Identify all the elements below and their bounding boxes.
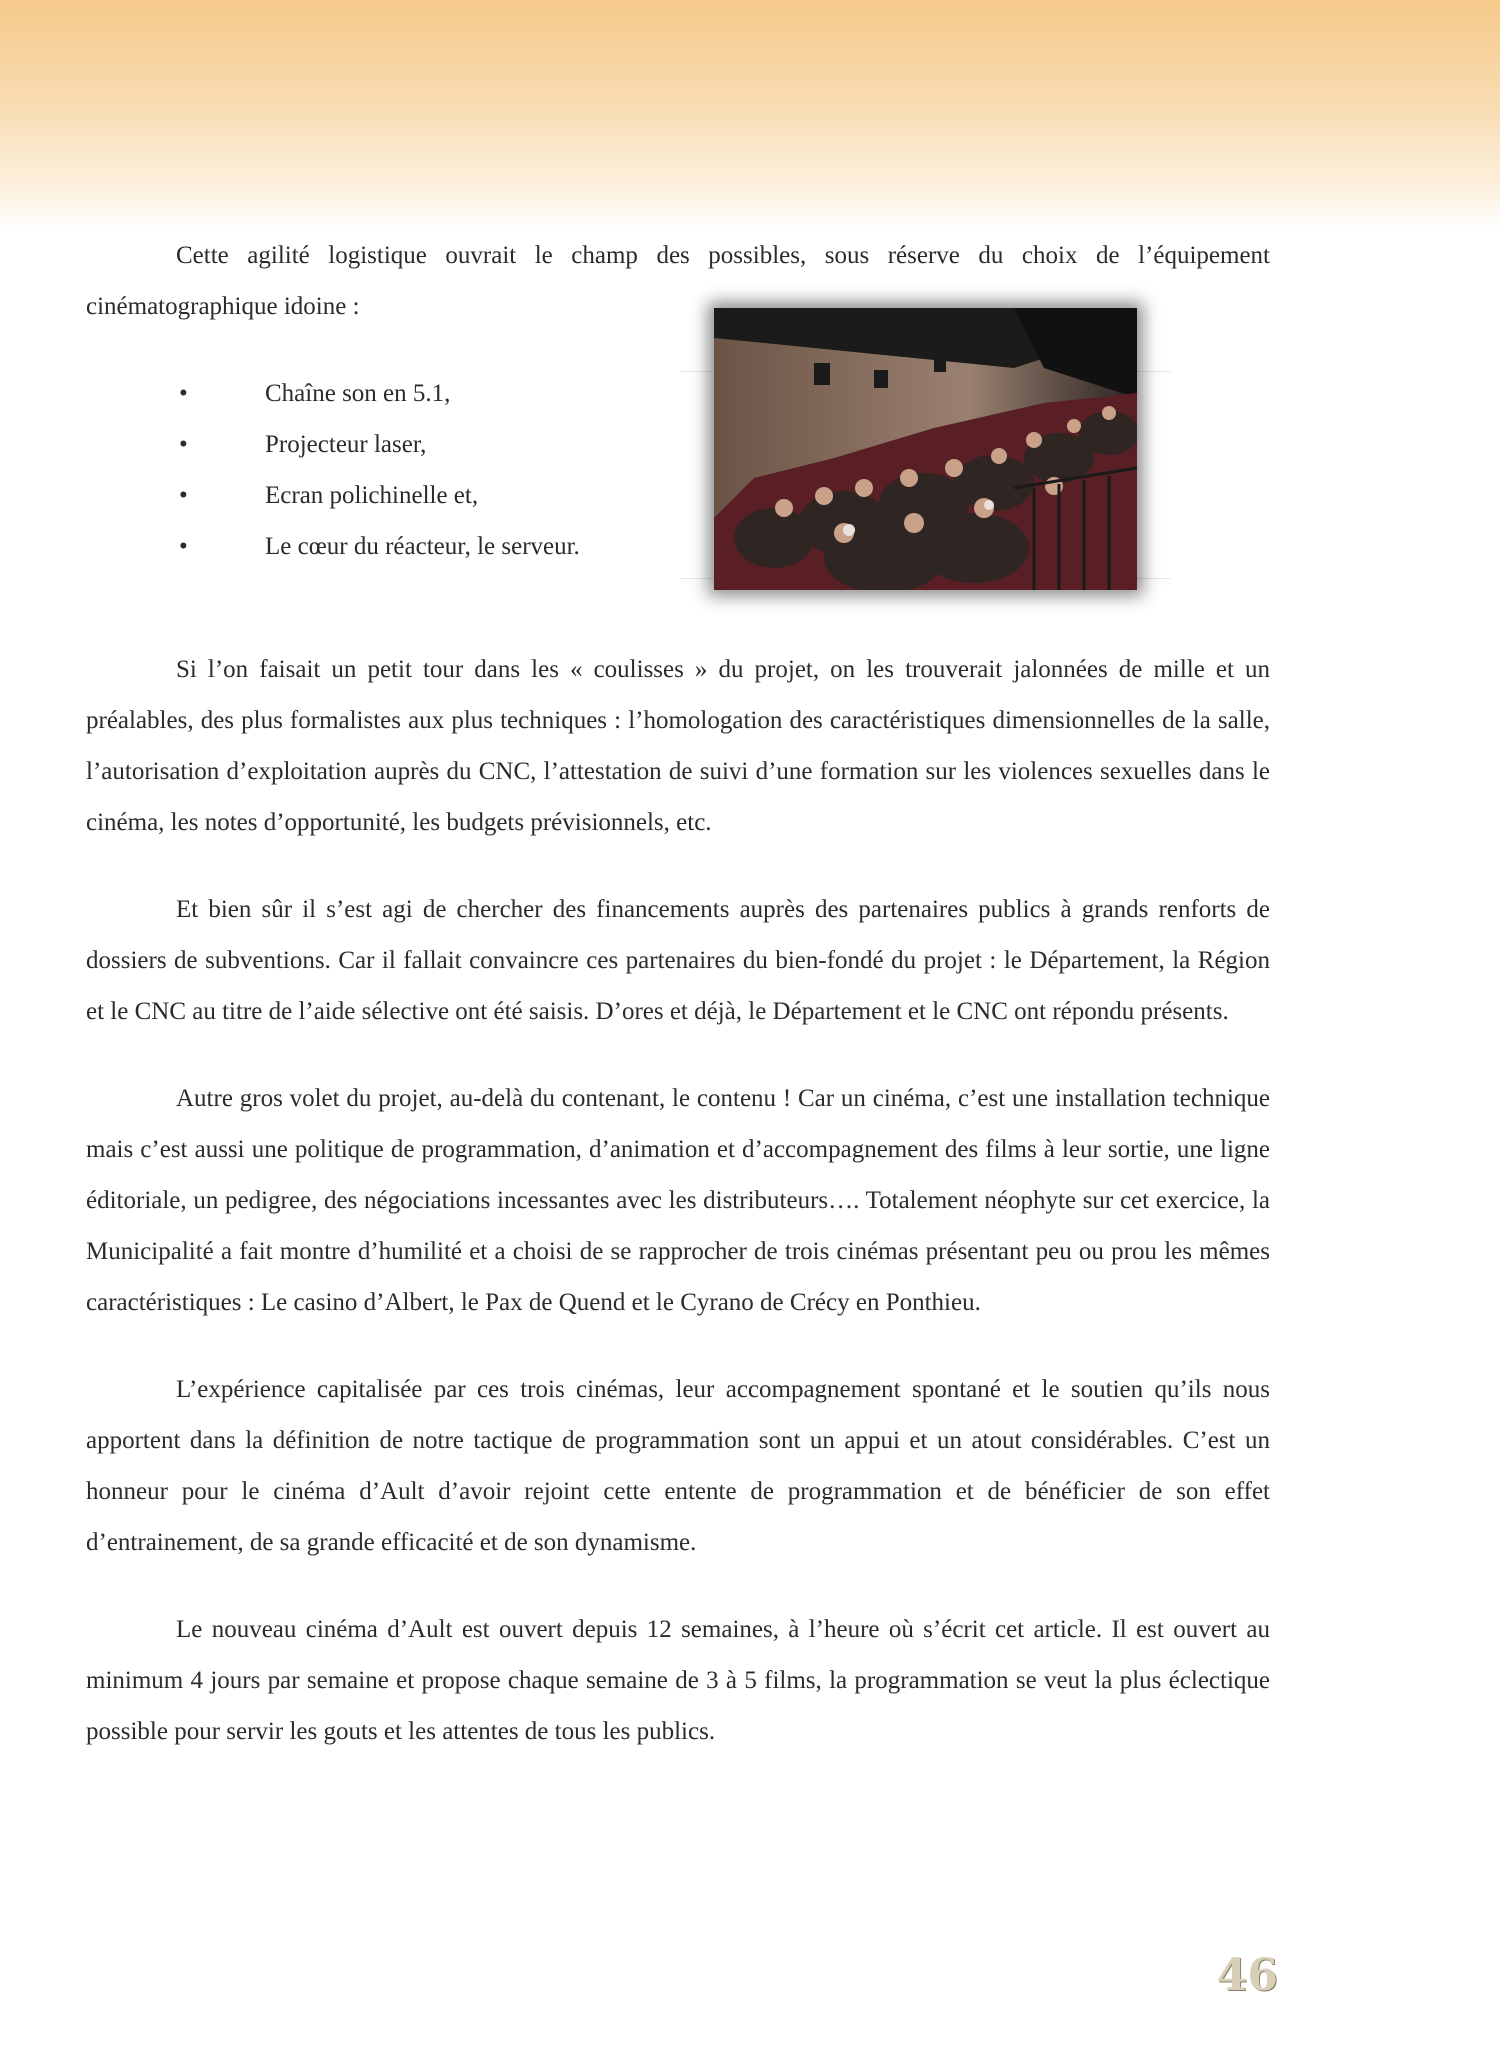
intro-block bbox=[86, 230, 1270, 608]
intro-paragraph: Cette agilité logistique ouvrait le champ des possibles, sous réserve du choix de l’équipement cinématographique idoine : bbox=[86, 242, 1270, 320]
bullet-icon: • bbox=[179, 482, 188, 509]
page-number: 46 bbox=[1216, 1950, 1278, 2001]
body-paragraph: Le nouveau cinéma d’Ault est ouvert depuis 12 semaines, à l’heure où s’écrit cet article. Il est ouvert au minimum 4 jours par semaine et propose chaque semaine de 3 à 5 films, la programmation se veut la plus éclectique possible pour servir les gouts et les attentes de tous les publics. bbox=[86, 1616, 1270, 1745]
body-paragraph: L’expérience capitalisée par ces trois cinémas, leur accompagnement spontané et le soutien qu’ils nous apportent dans la définition de notre tactique de programmation sont un appui et un atout considérables. C’est un honneur pour le cinéma d’Ault d’avoir rejoint cette entente de programmation et de bénéficier de son effet d’entrainement, de sa grande efficacité et de son dynamisme. bbox=[86, 1376, 1270, 1556]
body-paragraph: Autre gros volet du projet, au-delà du contenant, le contenu ! Car un cinéma, c’est une installation technique mais c’est aussi une politique de programmation, d’animation et d’accompagnement des films à leur sortie, une ligne éditoriale, un pedigree, des négociations incessantes avec les distributeurs…. Totalement néophyte sur cet exercice, la Municipalité a fait montre d’humilité et a choisi de se rapprocher de trois cinémas présentant peu ou prou les mêmes caractéristiques : Le casino d’Albert, le Pax de Quend et le Cyrano de Crécy en Ponthieu. bbox=[86, 1085, 1270, 1316]
article-body bbox=[86, 230, 1270, 1757]
bullet-icon: • bbox=[179, 380, 188, 407]
cinema-audience-illustration bbox=[714, 308, 1137, 590]
list-item-label: Ecran polichinelle et, bbox=[265, 482, 479, 509]
list-item-label: Projecteur laser, bbox=[265, 431, 427, 458]
body-paragraph: Et bien sûr il s’est agi de chercher des financements auprès des partenaires publics à grands renforts de dossiers de subventions. Car il fallait convaincre ces partenaires du bien-fondé du projet : le Département, la Région et le CNC au titre de l’aide sélective ont été saisis. D’ores et déjà, le Département et le CNC ont répondu présents. bbox=[86, 896, 1270, 1025]
cinema-audience-photo bbox=[714, 308, 1137, 590]
list-item-label: Chaîne son en 5.1, bbox=[265, 380, 451, 407]
list-item-label: Le cœur du réacteur, le serveur. bbox=[265, 533, 580, 560]
bullet-icon: • bbox=[179, 431, 188, 458]
body-paragraph: Si l’on faisait un petit tour dans les « coulisses » du projet, on les trouverait jalonnées de mille et un préalables, des plus formalistes aux plus techniques : l’homologation des caractéristiques dimensionnelles de la salle, l’autorisation d’exploitation auprès du CNC, l’attestation de suivi d’une formation sur les violences sexuelles dans le cinéma, les notes d’opportunité, les budgets prévisionnels, etc. bbox=[86, 656, 1270, 836]
header-gradient-band bbox=[0, 0, 1500, 230]
bullet-icon: • bbox=[179, 533, 188, 560]
